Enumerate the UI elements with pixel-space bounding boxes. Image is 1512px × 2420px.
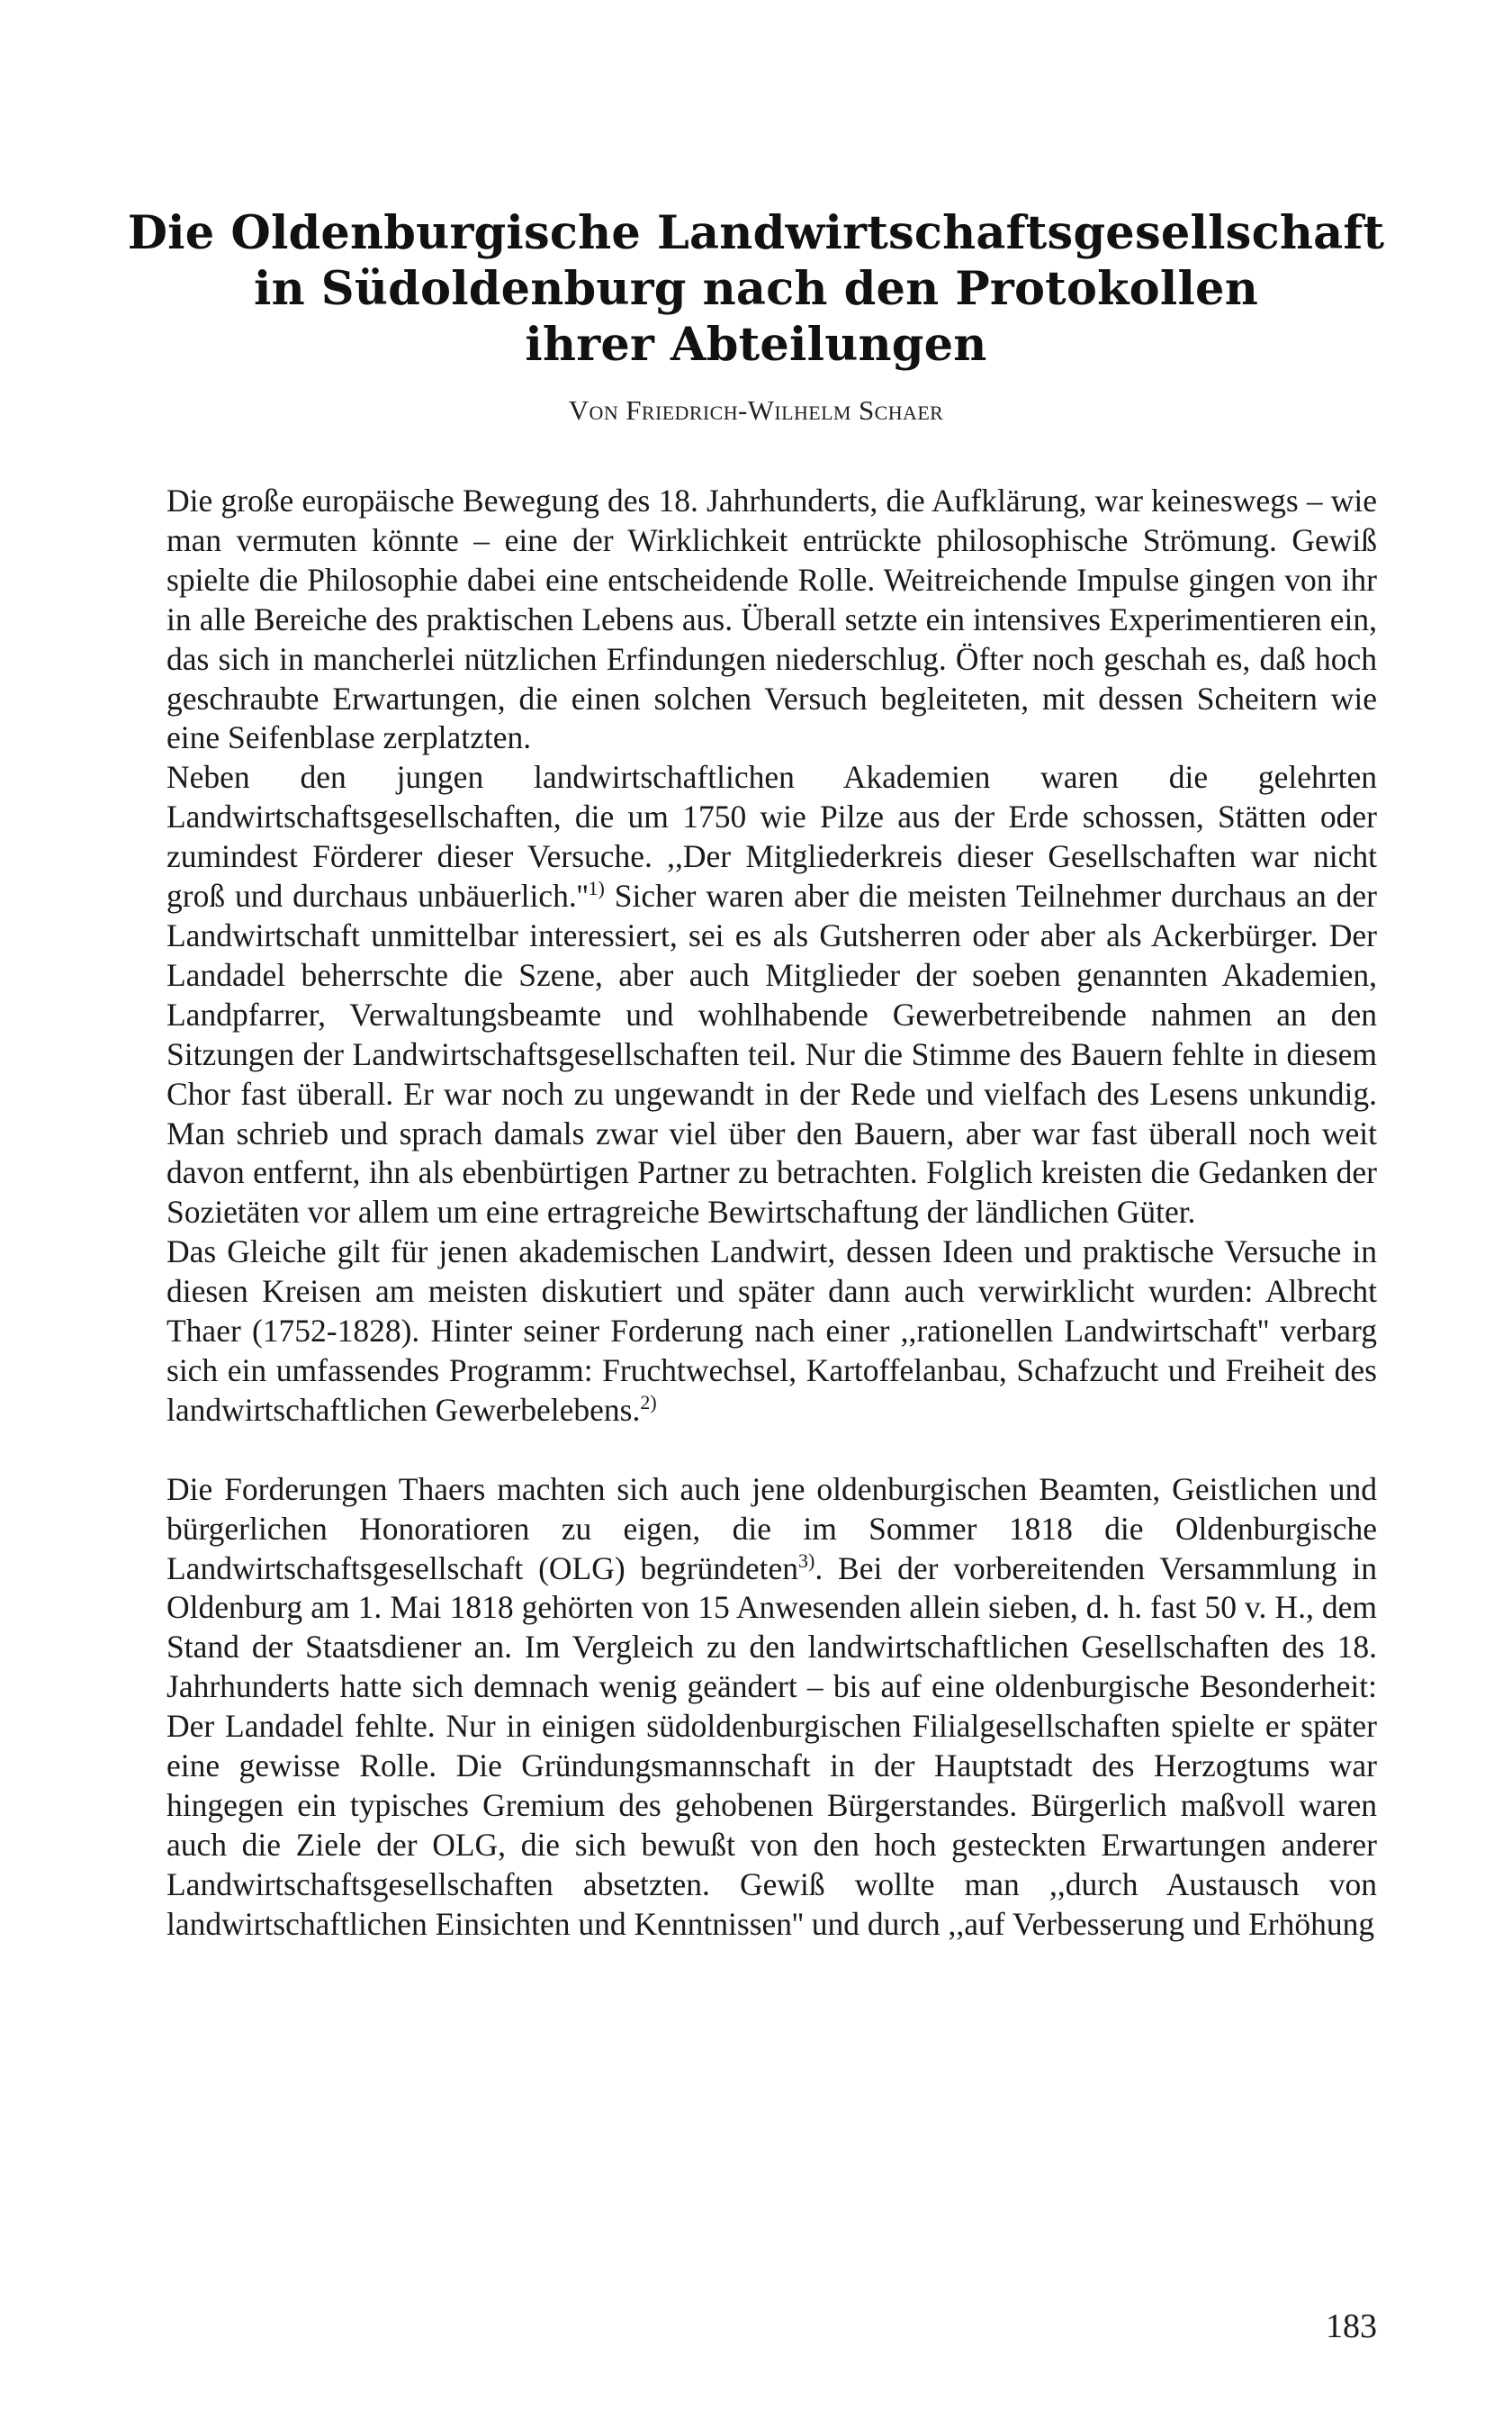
title-line: in Südoldenburg nach den Protokollen: [254, 262, 1258, 316]
author-byline: Von Friedrich-Wilhelm Schaer: [568, 394, 944, 426]
paragraph: [166, 482, 1377, 758]
page-number: 183: [1326, 2307, 1377, 2345]
paragraph-text: Die Forderungen Thaers machten sich auch jene oldenburgischen Beamten, Geistlichen und bürgerlichen Honoratioren zu eigen, die im Sommer 1818 die Oldenburgische Landwirtschaftsgesellschaft (OLG) begründeten: [166, 1470, 1377, 1586]
footnote-marker: 2): [640, 1391, 657, 1414]
paragraph: [166, 758, 1377, 1233]
paragraph-text: Sicher waren aber die meisten Teilnehmer durchaus an der Landwirtschaft unmittelbar interessiert, sei es als Gutsherren oder aber als Ackerbürger. Der Landadel beherrschte die Szene, aber auch Mitglieder der soeben genannten Akademien, Landpfarrer, Verwaltungsbeamte und wohlhabende Gewerbetreibende nahmen an den Sitzungen der Landwirtschaftsgesellschaften teil. Nur die Stimme des Bauern fehlte in diesem Chor fast überall. Er war noch zu ungewandt in der Rede und vielfach des Lesens unkundig. Man schrieb und sprach damals zwar viel über den Bauern, aber war fast überall noch weit davon entfernt, ihn als ebenbürtigen Partner zu betrachten. Folglich kreisten die Gedanken der Sozietäten vor allem um eine ertragreiche Bewirtschaftung der ländlichen Güter.: [166, 878, 1377, 1231]
paragraph-text: Neben den jungen landwirtschaftlichen Akademien waren die gelehrten Landwirtschaftsgesellschaften, die um 1750 wie Pilze aus der Erde schossen, Stätten oder zumindest Förderer dieser Versuche. ,,Der Mitgliederkreis dieser Gesellschaften war nicht groß und durchaus unbäuerlich.'': [166, 759, 1377, 915]
footnote-marker: 3): [797, 1549, 815, 1572]
title-line: Die Oldenburgische Landwirtschaftsgesellschaft: [127, 206, 1385, 260]
paragraph-text: Die große europäische Bewegung des 18. Jahrhunderts, die Aufklärung, war keineswegs – wie man vermuten könnte – eine der Wirklichkeit entrückte philosophische Strömung. Gewiß spielte die Philosophie dabei eine entscheidende Rolle. Weitreichende Impulse gingen von ihr in alle Bereiche des praktischen Lebens aus. Überall setzte ein intensives Experimentieren ein, das sich in mancherlei nützlichen Erfindungen niederschlug. Öfter noch geschah es, daß hoch geschraubte Erwartungen, die einen solchen Versuch begleiteten, mit dessen Scheitern wie eine Seifenblase zerplatzten.: [166, 483, 1377, 756]
paragraph: [166, 1233, 1377, 1431]
footnote-marker: 1): [588, 877, 605, 900]
paragraph: [166, 1470, 1377, 1945]
paragraph-text: . Bei der vorbereitenden Versammlung in Oldenburg am 1. Mai 1818 gehörten von 15 Anwesenden allein sieben, d. h. fast 50 v. H., dem Stand der Staatsdiener an. Im Vergleich zu den landwirtschaftlichen Gesellschaften des 18. Jahrhunderts hatte sich demnach wenig geändert – bis auf eine oldenburgische Besonderheit: Der Landadel fehlte. Nur in einigen südoldenburgischen Filialgesellschaften spielte er später eine gewisse Rolle. Die Gründungsmannschaft in der Hauptstadt des Herzogtums war hingegen ein typisches Gremium des gehobenen Bürgerstandes. Bürgerlich maßvoll waren auch die Ziele der OLG, die sich bewußt von den hoch gesteckten Erwartungen anderer Landwirtschaftsgesellschaften absetzten. Gewiß wollte man ,,durch Austausch von landwirtschaftlichen Einsichten und Kenntnissen'' und durch ,,auf Verbesserung und Erhöhung: [166, 1549, 1377, 1942]
article-title: [126, 205, 1386, 373]
article-body: [166, 482, 1377, 1945]
title-line: ihrer Abteilungen: [525, 318, 987, 372]
paragraph-text: Das Gleiche gilt für jenen akademischen Landwirt, dessen Ideen und praktische Versuche in diesen Kreisen am meisten diskutiert und später dann auch verwirklicht wurden: Albrecht Thaer (1752-1828). Hinter seiner Forderung nach einer ,,rationellen Landwirtschaft'' verbarg sich ein umfassendes Programm: Fruchtwechsel, Kartoffelanbau, Schafzucht und Freiheit des landwirtschaftlichen Gewerbelebens.: [166, 1233, 1377, 1428]
